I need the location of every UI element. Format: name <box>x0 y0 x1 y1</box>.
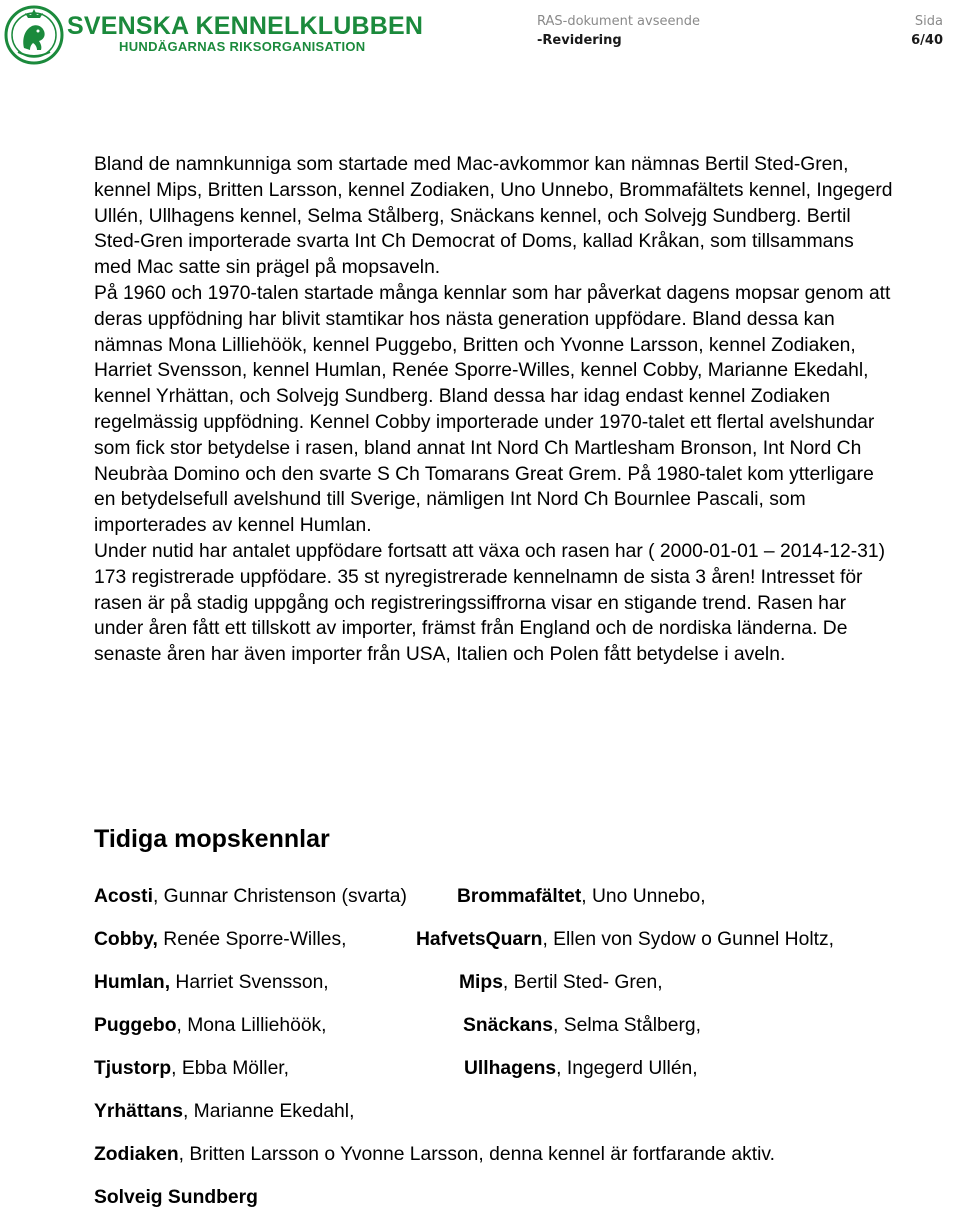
kennel-entry <box>463 1014 701 1038</box>
kennel-name: HafvetsQuarn <box>416 929 543 950</box>
kennel-owner: , Britten Larsson o Yvonne Larsson, denna kennel är fortfarande aktiv. <box>178 1144 775 1165</box>
body-text <box>94 152 894 668</box>
kennel-owner: , Gunnar Christenson (svarta) <box>152 886 407 907</box>
kennel-owner: , Ebba Möller, <box>171 1058 290 1079</box>
document-label: RAS-dokument avseende <box>537 14 700 29</box>
document-revision: -Revidering <box>537 33 622 48</box>
section-title: Tidiga mopskennlar <box>94 825 330 853</box>
kennel-owner: , Ingegerd Ullén, <box>556 1058 698 1079</box>
kennel-name: Ullhagens <box>464 1058 557 1079</box>
kennel-name: Snäckans <box>463 1015 554 1036</box>
kennel-owner: , Uno Unnebo, <box>581 886 706 907</box>
kennel-entry <box>459 971 663 995</box>
kennel-name: Cobby, <box>94 929 158 950</box>
paragraph: På 1960 och 1970-talen startade många kennlar som har påverkat dagens mopsar genom att deras uppfödning har blivit stamtikar hos nästa generation uppfödare. Bland dessa kan nämnas Mona Lilliehöök, kennel Puggebo, Britten och Yvonne Larsson, kennel Zodiaken, Harriet Svensson, kennel Humlan, Renée Sporre-Willes, kennel Cobby, Marianne Ekedahl, kennel Yrhättan, och Solvejg Sundberg. Bland dessa har idag endast kennel Zodiaken regelmässig uppfödning. Kennel Cobby importerade under 1970-talet ett flertal avelshundar som fick stor betydelse i rasen, bland annat Int Nord Ch Martlesham Bronson, Int Nord Ch Neubràa Domino och den svarte S Ch Tomarans Great Grem. På 1980-talet kom ytterligare en betydelsefull avelshund till Sverige, nämligen Int Nord Ch Bournlee Pascali, som importerades av kennel Humlan. <box>94 282 891 537</box>
kennel-owner: , Bertil Sted- Gren, <box>502 972 663 993</box>
org-subtitle: HUNDÄGARNAS RIKSORGANISATION <box>119 39 366 54</box>
kennel-name: Mips <box>459 972 503 993</box>
kennel-name: Puggebo <box>94 1015 177 1036</box>
kennel-owner: Harriet Svensson, <box>170 972 329 993</box>
kennel-entry <box>94 1143 775 1167</box>
kennel-name: Humlan, <box>94 972 171 993</box>
kennel-owner: , Selma Stålberg, <box>553 1015 701 1036</box>
kennel-owner: Renée Sporre-Willes, <box>157 929 347 950</box>
kennel-entry <box>94 971 329 995</box>
kennel-name: Acosti <box>94 886 153 907</box>
paragraph: Under nutid har antalet uppfödare fortsatt att växa och rasen har ( 2000-01-01 – 2014-12-31) 173 registrerade uppfödare. 35 st nyregistrerade kennelnamn de sista 3 åren! Intresset för rasen är på stadig uppgång och registreringssiffrorna visar en stigande trend. Rasen har under åren fått ett tillskott av importer, främst från England och de nordiska länderna. De senaste åren har även importer från USA, Italien och Polen fått betydelse i aveln. <box>94 540 886 666</box>
page-label: Sida <box>914 14 943 29</box>
kennel-entry <box>94 1100 354 1124</box>
kennel-entry <box>94 885 407 909</box>
kennel-entry <box>416 928 834 952</box>
kennel-name: Yrhättans <box>94 1101 183 1122</box>
kennel-entry <box>94 1014 327 1038</box>
kennel-entry <box>464 1057 698 1081</box>
kennel-owner: , Ellen von Sydow o Gunnel Holtz, <box>542 929 834 950</box>
page-number: 6/40 <box>911 33 943 48</box>
kennel-owner: , Mona Lilliehöök, <box>176 1015 327 1036</box>
kennel-owner: , Marianne Ekedahl, <box>182 1101 355 1122</box>
page-header <box>0 0 960 80</box>
kennel-name: Brommafältet <box>457 886 582 907</box>
skk-emblem-icon <box>4 4 64 66</box>
kennel-name: Tjustorp <box>94 1058 172 1079</box>
kennel-name: Solveig Sundberg <box>94 1187 258 1208</box>
kennel-entry <box>94 1057 289 1081</box>
kennel-entry <box>94 928 347 952</box>
paragraph: Bland de namnkunniga som startade med Mac-avkommor kan nämnas Bertil Sted-Gren, kennel Mips, Britten Larsson, kennel Zodiaken, Uno Unnebo, Brommafältets kennel, Ingegerd Ullén, Ullhagens kennel, Selma Stålberg, Snäckans kennel, och Solvejg Sundberg. Bertil Sted-Gren importerade svarta Int Ch Democrat of Doms, kallad Kråkan, som tillsammans med Mac satte sin prägel på mopsaveln. <box>94 154 893 279</box>
org-name: SVENSKA KENNELKLUBBEN <box>67 12 424 40</box>
kennel-name: Zodiaken <box>94 1144 179 1165</box>
kennel-entry <box>457 885 706 909</box>
kennel-entry <box>94 1186 258 1210</box>
